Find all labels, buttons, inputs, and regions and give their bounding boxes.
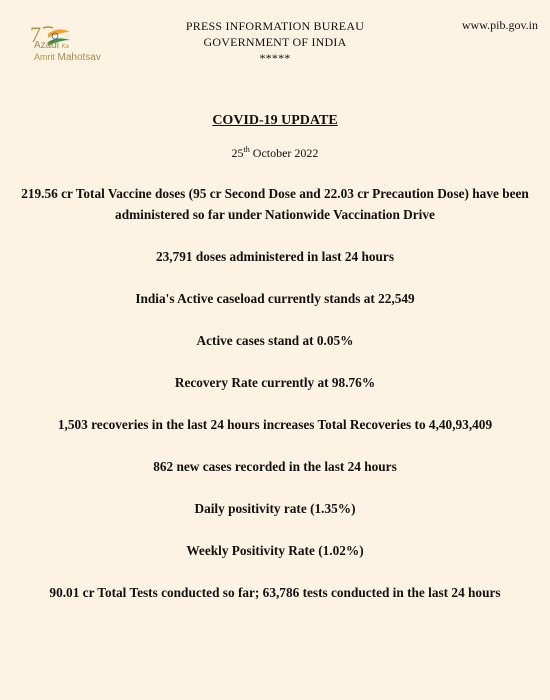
release-date (0, 145, 550, 161)
new-cases-item: 862 new cases recorded in the last 24 hours (153, 459, 397, 474)
logo-amrit: Amrit (34, 52, 55, 62)
logo-ka: Ka (61, 44, 69, 50)
date-day: 25 (231, 146, 244, 160)
vaccine-doses-item: 219.56 cr Total Vaccine doses (95 cr Second Dose and 22.03 cr Precaution Dose) have been administered so far under Nationwide Vaccination Drive (21, 186, 529, 222)
daily-positivity-item: Daily positivity rate (1.35%) (194, 501, 356, 516)
date-suffix: th (243, 145, 250, 154)
government-name: GOVERNMENT OF INDIA (203, 35, 347, 49)
active-caseload-item: India's Active caseload currently stands at 22,549 (135, 291, 415, 306)
page-title: COVID-19 UPDATE (212, 113, 338, 128)
svg-text:7: 7 (30, 22, 41, 47)
bureau-name: PRESS INFORMATION BUREAU (185, 19, 365, 33)
date-rest: October 2022 (249, 146, 319, 160)
weekly-positivity-item: Weekly Positivity Rate (1.02%) (186, 543, 364, 558)
website-link[interactable]: www.pib.gov.in (461, 18, 538, 32)
separator-stars: ***** (259, 51, 291, 65)
bureau-heading (150, 18, 400, 66)
logo-azadi: Azadi (34, 40, 60, 51)
logo-mahotsav: Mahotsav (57, 52, 101, 63)
recovery-rate-item: Recovery Rate currently at 98.76% (174, 375, 376, 390)
logo-text (34, 40, 101, 63)
recoveries-item: 1,503 recoveries in the last 24 hours increases Total Recoveries to 4,40,93,409 (57, 417, 493, 432)
header (0, 0, 550, 70)
total-tests-item: 90.01 cr Total Tests conducted so far; 63,786 tests conducted in the last 24 hours (49, 585, 501, 600)
doses-24h-item: 23,791 doses administered in last 24 hours (155, 249, 395, 264)
active-cases-percent-item: Active cases stand at 0.05% (196, 333, 354, 348)
